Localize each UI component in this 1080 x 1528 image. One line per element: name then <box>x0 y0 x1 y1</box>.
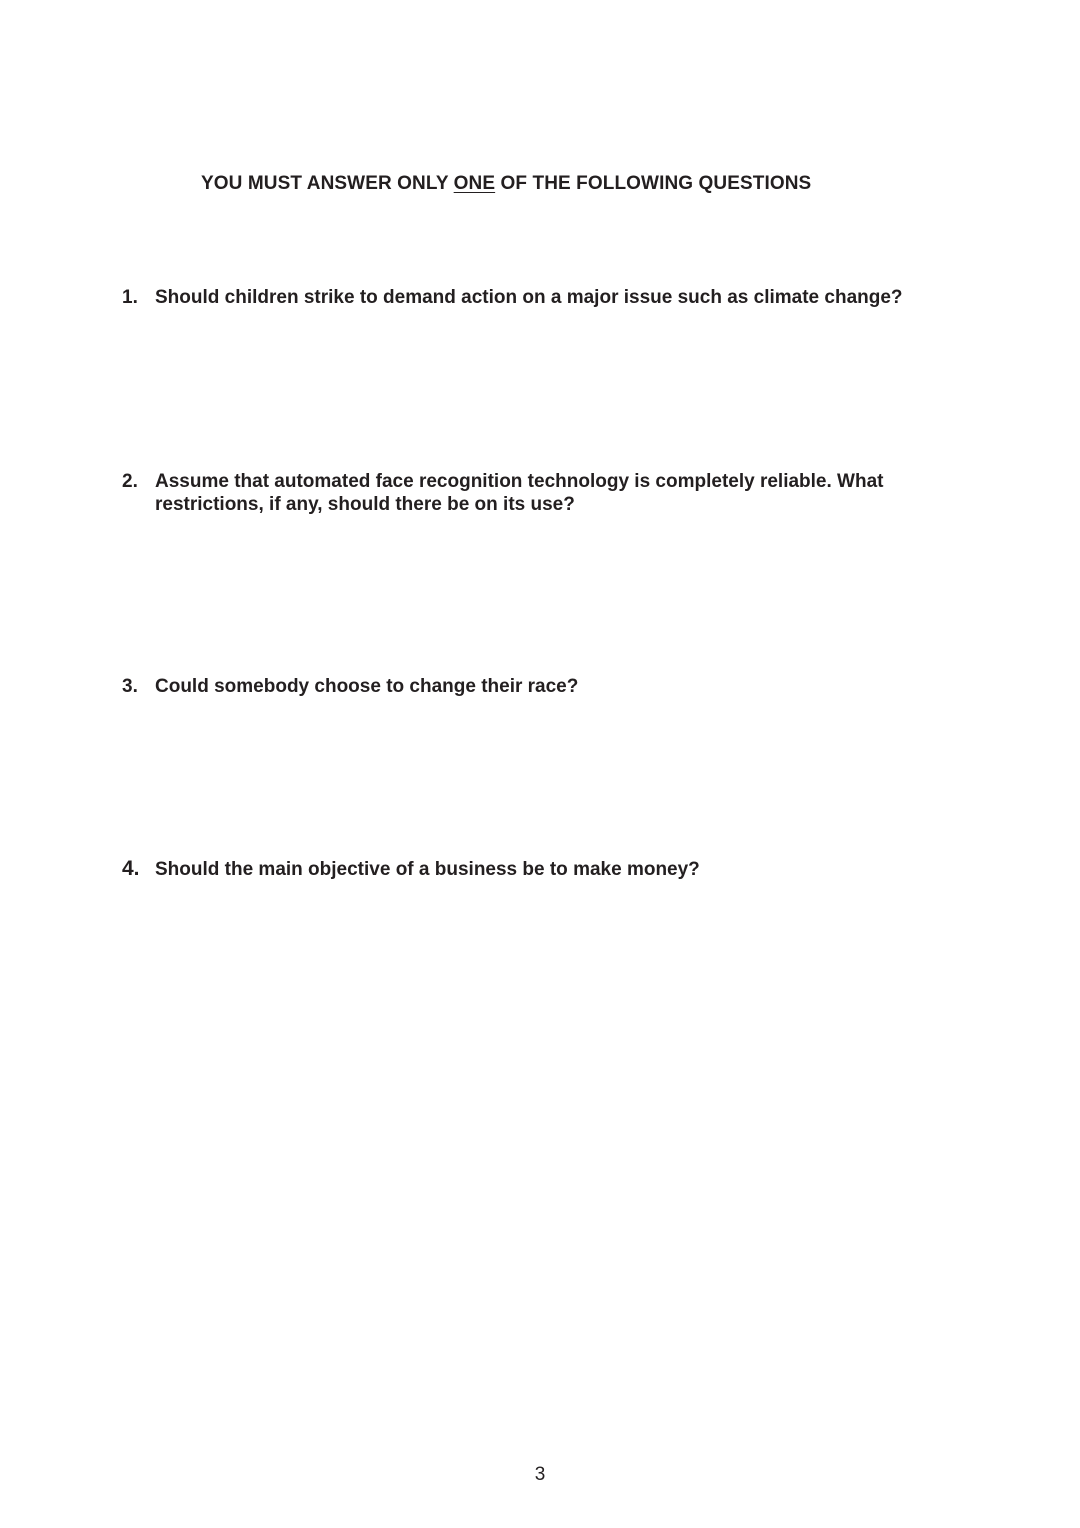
question-4 <box>122 858 952 881</box>
question-3 <box>122 675 952 698</box>
instructions-heading <box>201 172 811 196</box>
instructions-after: OF THE FOLLOWING QUESTIONS <box>495 173 812 194</box>
question-number: 2. <box>122 471 138 492</box>
question-2 <box>122 470 942 516</box>
page-number: 3 <box>534 1464 546 1485</box>
instructions-emphasis: ONE <box>453 173 496 194</box>
question-number: 4. <box>122 857 140 880</box>
question-text: Could somebody choose to change their race? <box>155 676 579 697</box>
question-text: Should children strike to demand action on a major issue such as climate change? <box>155 287 903 308</box>
instructions-before: YOU MUST ANSWER ONLY <box>201 173 454 194</box>
question-text: Assume that automated face recognition technology is completely reliable. What restrictions, if any, should there be on its use? <box>155 471 884 515</box>
question-number: 1. <box>122 287 138 308</box>
question-number: 3. <box>122 676 138 697</box>
question-text: Should the main objective of a business be to make money? <box>155 859 700 880</box>
question-1 <box>122 286 952 309</box>
